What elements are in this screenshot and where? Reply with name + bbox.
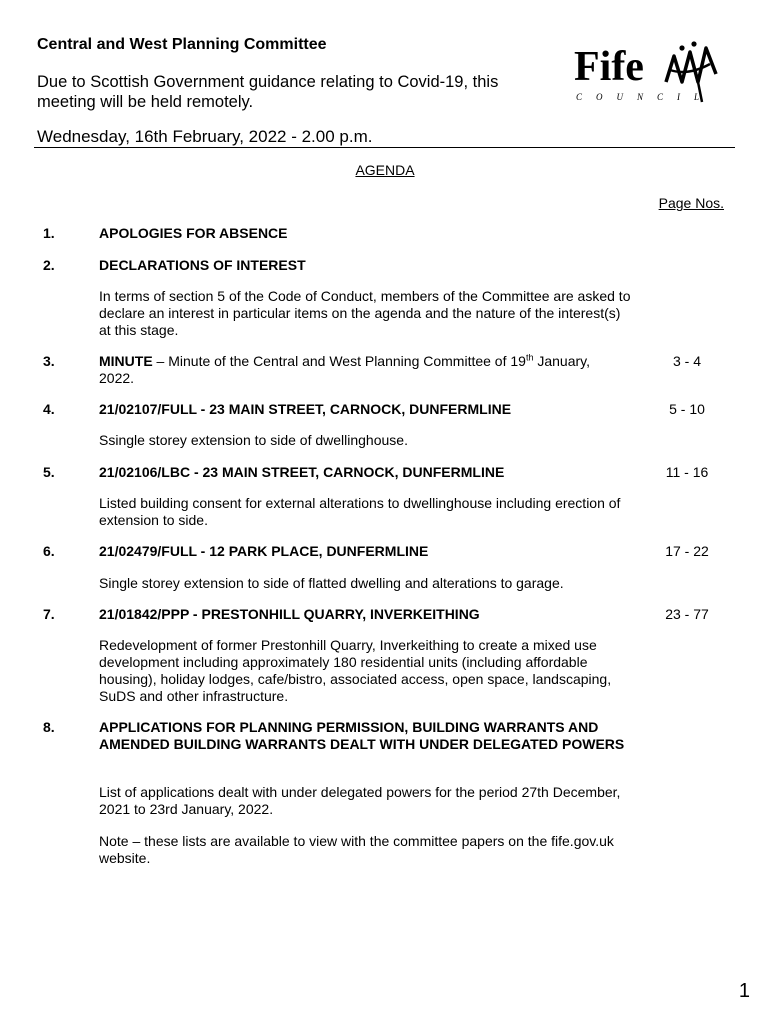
- item-note: Note – these lists are available to view with the committee papers on the fife.gov.uk website.: [99, 833, 614, 866]
- item-title: [99, 353, 599, 387]
- meeting-date: Wednesday, 16th February, 2022 - 2.00 p.m.: [37, 127, 373, 146]
- item-title: 21/02106/LBC - 23 MAIN STREET, CARNOCK, DUNFERMLINE: [99, 464, 505, 480]
- item-number: 7.: [43, 606, 55, 622]
- minute-date: January, 2022.: [99, 353, 591, 386]
- header-divider: [34, 147, 735, 148]
- item-number: 1.: [43, 225, 55, 241]
- item-number: 8.: [43, 719, 55, 735]
- agenda-heading: AGENDA: [355, 162, 415, 178]
- fife-council-logo: [570, 34, 735, 106]
- item-title: APPLICATIONS FOR PLANNING PERMISSION, BUILDING WARRANTS AND AMENDED BUILDING WARRANTS DEALT WITH UNDER DELEGATED POWERS: [99, 719, 625, 752]
- item-number: 2.: [43, 257, 55, 273]
- logo-subtitle: COUNCIL: [576, 92, 714, 102]
- item-title: APOLOGIES FOR ABSENCE: [99, 225, 288, 241]
- page-nos-heading: Page Nos.: [658, 195, 724, 211]
- item-pages: 23 - 77: [665, 606, 709, 622]
- item-title: 21/02479/FULL - 12 PARK PLACE, DUNFERMLINE: [99, 543, 429, 559]
- logo-name: Fife: [574, 44, 644, 90]
- item-description: Single storey extension to side of flatted dwelling and alterations to garage.: [99, 575, 564, 591]
- page-number: 1: [738, 980, 750, 1002]
- item-description: List of applications dealt with under delegated powers for the period 27th December, 2021 to 23rd January, 2022.: [99, 784, 621, 817]
- item-number: 3.: [43, 353, 55, 369]
- item-title: DECLARATIONS OF INTEREST: [99, 257, 306, 273]
- item-description: Listed building consent for external alterations to dwellinghouse including erection of extension to side.: [99, 495, 621, 528]
- item-number: 5.: [43, 464, 55, 480]
- item-description: Redevelopment of former Prestonhill Quarry, Inverkeithing to create a mixed use development including approximately 180 residential units (including affordable housing), holiday lodges, cafe/bistro, associated access, open space, landscaping, SuDS and other infrastructure.: [99, 637, 612, 704]
- item-number: 4.: [43, 401, 55, 417]
- item-title: 21/01842/PPP - PRESTONHILL QUARRY, INVERKEITHING: [99, 606, 480, 622]
- item-pages: 5 - 10: [669, 401, 705, 417]
- item-description: Ssingle storey extension to side of dwellinghouse.: [99, 432, 408, 448]
- logo-dot-icon: [691, 41, 696, 46]
- item-title: 21/02107/FULL - 23 MAIN STREET, CARNOCK, DUNFERMLINE: [99, 401, 512, 417]
- remote-meeting-notice: Due to Scottish Government guidance relating to Covid-19, this meeting will be held remotely.: [37, 73, 499, 111]
- minute-text: – Minute of the Central and West Planning Committee of 19: [152, 353, 526, 369]
- minute-label: MINUTE: [99, 353, 153, 369]
- item-pages: 17 - 22: [665, 543, 709, 559]
- ordinal-suffix: th: [525, 352, 534, 363]
- committee-title: Central and West Planning Committee: [37, 36, 327, 53]
- item-pages: 11 - 16: [665, 464, 709, 480]
- item-description: In terms of section 5 of the Code of Conduct, members of the Committee are asked to declare an interest in particular items on the agenda and the nature of the interest(s) at this stage.: [99, 288, 631, 338]
- logo-dot-icon: [679, 45, 684, 50]
- item-number: 6.: [43, 543, 55, 559]
- item-pages: 3 - 4: [672, 353, 701, 369]
